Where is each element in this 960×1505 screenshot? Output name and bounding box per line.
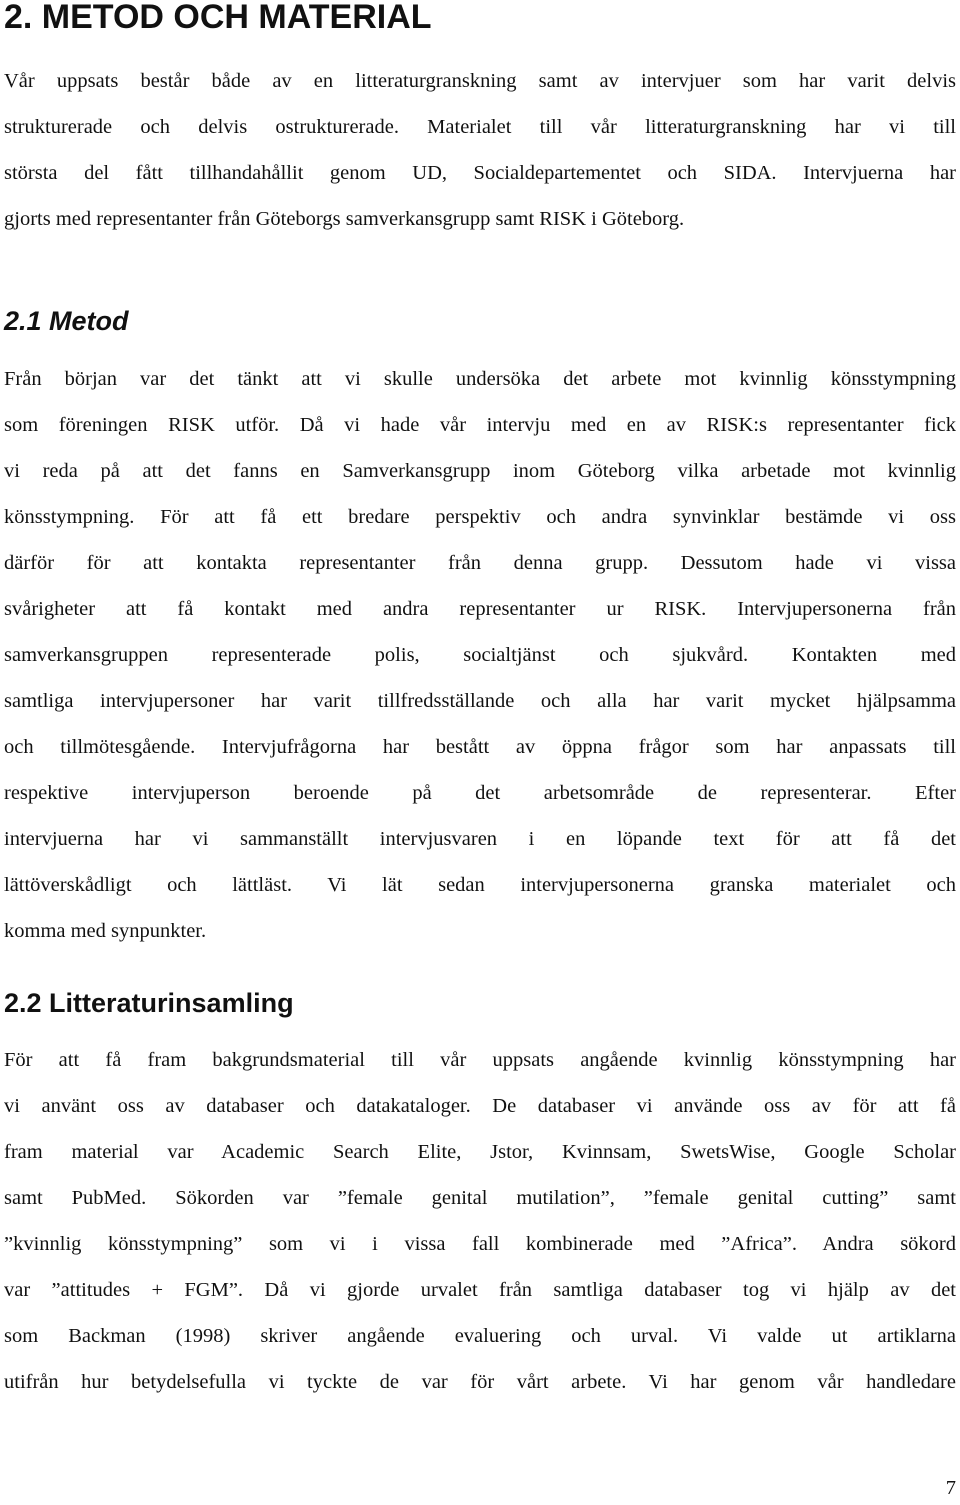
text-line: lättöverskådligt och lättläst. Vi lät sedan intervjupersonerna granska materialet och <box>4 874 956 896</box>
text-line: intervjuerna har vi sammanställt intervjusvaren i en löpande text för att få det <box>4 828 956 850</box>
text-line: respektive intervjuperson beroende på det arbetsområde de representerar. Efter <box>4 782 956 804</box>
text-line: vi använt oss av databaser och datakataloger. De databaser vi använde oss av för att få <box>4 1095 956 1117</box>
section-heading-litteraturinsamling: 2.2 Litteraturinsamling <box>4 988 294 1018</box>
text-line: komma med synpunkter. <box>4 920 207 942</box>
text-line: som Backman (1998) skriver angående evaluering och urval. Vi valde ut artiklarna <box>4 1325 956 1347</box>
text-line: var ”attitudes + FGM”. Då vi gjorde urvalet från samtliga databaser tog vi hjälp av det <box>4 1279 956 1301</box>
text-line: fram material var Academic Search Elite, Jstor, Kvinnsam, SwetsWise, Google Scholar <box>4 1141 956 1163</box>
text-line: Från början var det tänkt att vi skulle undersöka det arbete mot kvinnlig könsstympning <box>4 368 956 390</box>
text-line: därför för att kontakta representanter från denna grupp. Dessutom hade vi vissa <box>4 552 956 574</box>
page-number: 7 <box>945 1477 956 1499</box>
text-line: utifrån hur betydelsefulla vi tyckte de var för vårt arbete. Vi har genom vår handledare <box>4 1371 956 1393</box>
text-line: samverkansgruppen representerade polis, socialtjänst och sjukvård. Kontakten med <box>4 644 956 666</box>
text-line: samtliga intervjupersoner har varit tillfredsställande och alla har varit mycket hjälpsamma <box>4 690 956 712</box>
intro-paragraph <box>4 58 956 242</box>
text-line: gjorts med representanter från Göteborgs samverkansgrupp samt RISK i Göteborg. <box>4 208 685 230</box>
text-line: som föreningen RISK utför. Då vi hade vår intervju med en av RISK:s representanter fick <box>4 414 956 436</box>
text-line: ”kvinnlig könsstympning” som vi i vissa fall kombinerade med ”Africa”. Andra sökord <box>4 1233 956 1255</box>
text-line: strukturerade och delvis ostrukturerade. Materialet till vår litteraturgranskning har vi till <box>4 116 956 138</box>
text-line: svårigheter att få kontakt med andra representanter ur RISK. Intervjupersonerna från <box>4 598 956 620</box>
metod-paragraph <box>4 356 956 954</box>
text-line: könsstympning. För att få ett bredare perspektiv och andra synvinklar bestämde vi oss <box>4 506 956 528</box>
section-heading-metod: 2.1 Metod <box>4 306 129 336</box>
text-line: Vår uppsats består både av en litteraturgranskning samt av intervjuer som har varit delvis <box>4 70 956 92</box>
litteratur-paragraph <box>4 1037 956 1405</box>
text-line: största del fått tillhandahållit genom UD, Socialdepartementet och SIDA. Intervjuerna har <box>4 162 956 184</box>
chapter-title: 2. METOD OCH MATERIAL <box>4 0 432 36</box>
text-line: och tillmötesgående. Intervjufrågorna har bestått av öppna frågor som har anpassats till <box>4 736 956 758</box>
text-line: vi reda på att det fanns en Samverkansgrupp inom Göteborg vilka arbetade mot kvinnlig <box>4 460 956 482</box>
text-line: För att få fram bakgrundsmaterial till vår uppsats angående kvinnlig könsstympning har <box>4 1049 956 1071</box>
text-line: samt PubMed. Sökorden var ”female genital mutilation”, ”female genital cutting” samt <box>4 1187 956 1209</box>
